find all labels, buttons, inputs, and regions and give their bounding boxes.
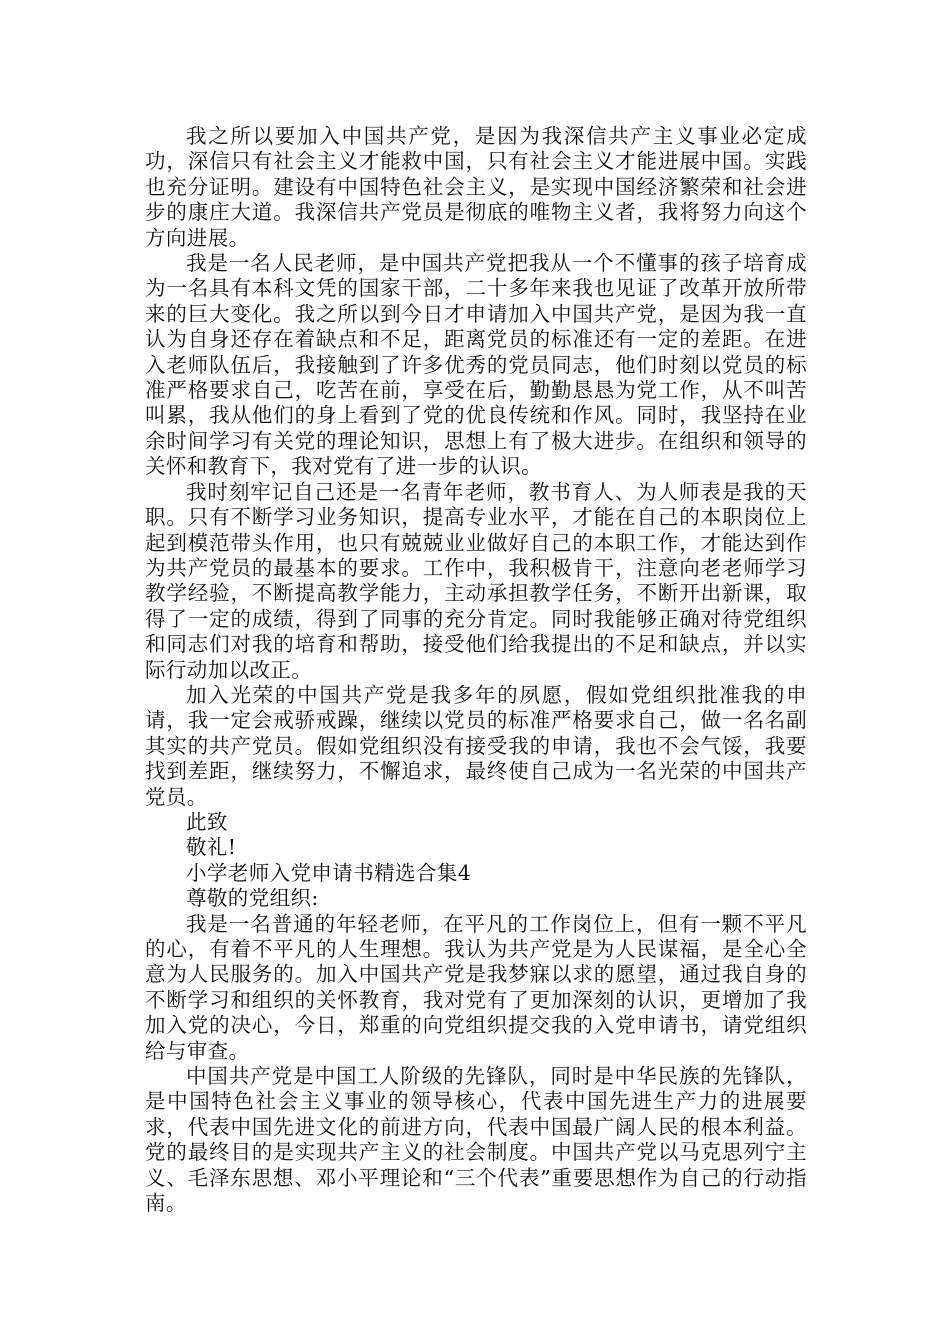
body-paragraph: 我之所以要加入中国共产党，是因为我深信共产主义事业必定成功，深信只有社会主义才能救中国，只有社会主义才能进展中国。实践也充分证明。建设有中国特色社会主义，是实现中国经济繁荣和社会进步的康庄大道。我深信共产党员是彻底的唯物主义者，我将努力向这个方向进展。 bbox=[145, 124, 807, 250]
body-paragraph: 我是一名普通的年轻老师，在平凡的工作岗位上，但有一颗不平凡的心，有着不平凡的人生理想。我认为共产党是为人民谋福，是全心全意为人民服务的。加入中国共产党是我梦寐以求的愿望，通过我自身的不断学习和组织的关怀教育，我对党有了更加深刻的认识，更增加了我加入党的决心，今日，郑重的向党组织提交我的入党申请书，请党组织给与审查。 bbox=[145, 911, 807, 1063]
body-paragraph: 中国共产党是中国工人阶级的先锋队，同时是中华民族的先锋队，是中国特色社会主义事业的领导核心，代表中国先进生产力的进展要求，代表中国先进文化的前进方向，代表中国最广阔人民的根本利益。党的最终目的是实现共产主义的社会制度。中国共产党以马克思列宁主义、毛泽东思想、邓小平理论和“三个代表”重要思想作为自己的行动指南。 bbox=[145, 1064, 807, 1216]
section-title: 小学老师入党申请书精选合集4 bbox=[186, 860, 472, 885]
closing-line: 此致 bbox=[186, 809, 228, 834]
document-page bbox=[145, 124, 807, 1216]
closing-line: 敬礼! bbox=[186, 835, 237, 860]
salutation: 尊敬的党组织: bbox=[186, 886, 319, 911]
body-paragraph: 我时刻牢记自己还是一名青年老师，教书育人、为人师表是我的天职。只有不断学习业务知识，提高专业水平，才能在自己的本职岗位上起到模范带头作用，也只有兢兢业业做好自己的本职工作，才能达到作为共产党员的最基本的要求。工作中，我积极肯干，注意向老老师学习教学经验，不断提高教学能力，主动承担教学任务，不断开出新课，取得了一定的成绩，得到了同事的充分肯定。同时我能够正确对待党组织和同志们对我的培育和帮助，接受他们给我提出的不足和缺点，并以实际行动加以改正。 bbox=[145, 479, 807, 682]
body-paragraph: 加入光荣的中国共产党是我多年的夙愿，假如党组织批准我的申请，我一定会戒骄戒躁，继续以党员的标准严格要求自己，做一名名副其实的共产党员。假如党组织没有接受我的申请，我也不会气馁，我要找到差距，继续努力，不懈追求，最终使自己成为一名光荣的中国共产党员。 bbox=[145, 682, 807, 809]
body-paragraph: 我是一名人民老师，是中国共产党把我从一个不懂事的孩子培育成为一名具有本科文凭的国家干部，二十多年来我也见证了改革开放所带来的巨大变化。我之所以到今日才申请加入中国共产党，是因为我一直认为自身还存在着缺点和不足，距离党员的标准还有一定的差距。在进入老师队伍后，我接触到了许多优秀的党员同志，他们时刻以党员的标准严格要求自己，吃苦在前，享受在后，勤勤恳恳为党工作，从不叫苦叫累，我从他们的身上看到了党的优良传统和作风。同时，我坚持在业余时间学习有关党的理论知识，思想上有了极大进步。在组织和领导的关怀和教育下，我对党有了进一步的认识。 bbox=[145, 251, 807, 479]
